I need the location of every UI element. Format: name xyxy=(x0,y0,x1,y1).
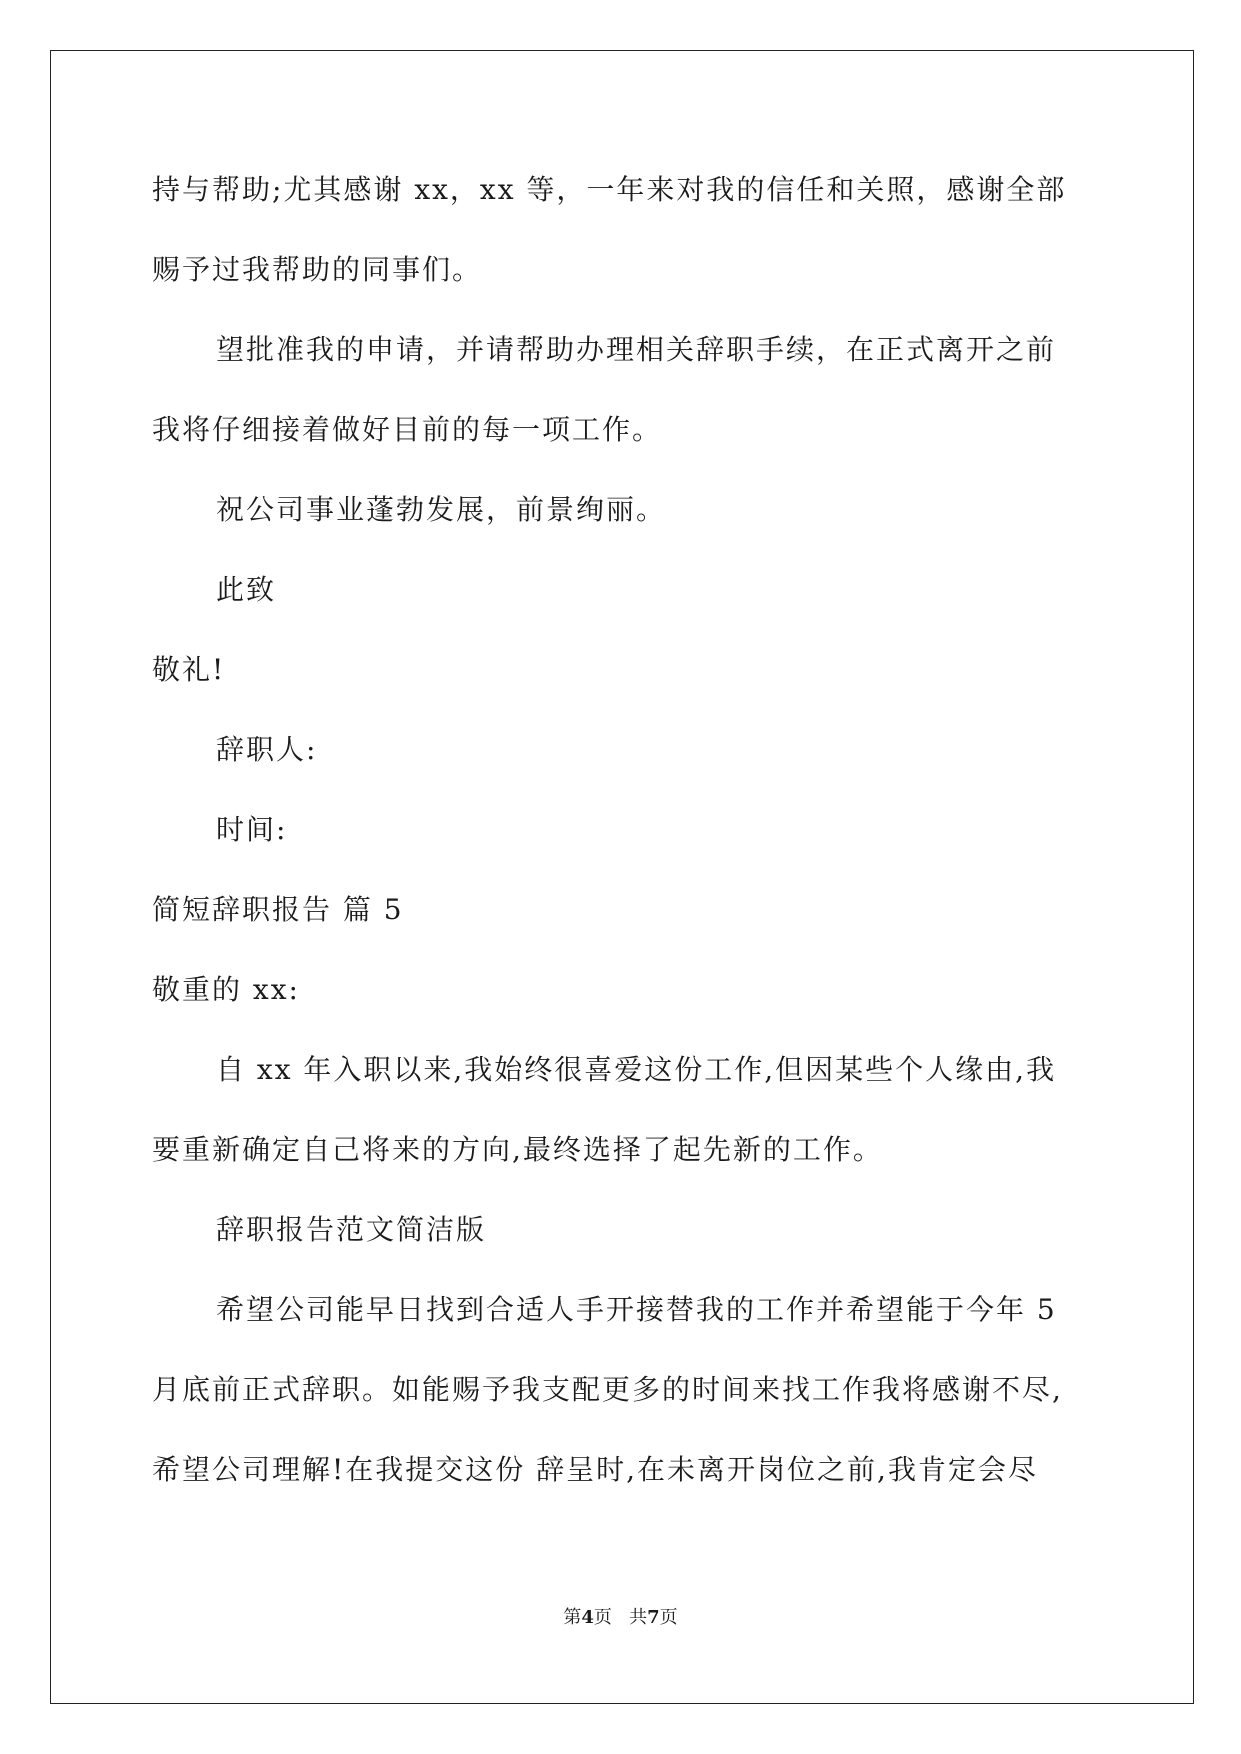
current-page-number: 4 xyxy=(581,1607,594,1628)
salutation-line: 敬礼! xyxy=(152,653,226,686)
closing-line: 此致 xyxy=(216,573,277,606)
text-line: 祝公司事业蓬勃发展，前景绚丽。 xyxy=(216,493,667,526)
date-label: 时间: xyxy=(216,813,288,846)
section-heading: 简短辞职报告 篇 5 xyxy=(152,893,404,926)
footer-total-prefix: 共 xyxy=(629,1607,648,1628)
text-line: 希望公司能早日找到合适人手开接替我的工作并希望能于今年 5 xyxy=(216,1293,1057,1326)
greeting-line: 敬重的 xx: xyxy=(152,973,300,1006)
text-line: 我将仔细接着做好目前的每一项工作。 xyxy=(152,413,663,446)
text-line: 要重新确定自己将来的方向,最终选择了起先新的工作。 xyxy=(152,1133,883,1166)
footer-prefix: 第 xyxy=(563,1607,582,1628)
footer-total-suffix: 页 xyxy=(659,1607,678,1628)
text-line: 持与帮助;尤其感谢 xx，xx 等，一年来对我的信任和关照，感谢全部 xyxy=(152,173,1067,206)
text-line: 望批准我的申请，并请帮助办理相关辞职手续，在正式离开之前 xyxy=(216,333,1057,366)
subheading-line: 辞职报告范文简洁版 xyxy=(216,1213,487,1246)
signature-label: 辞职人: xyxy=(216,733,318,766)
text-line: 希望公司理解!在我提交这份 辞呈时,在未离开岗位之前,我肯定会尽 xyxy=(152,1453,1038,1486)
page-footer xyxy=(0,1606,1241,1630)
text-line: 赐予过我帮助的同事们。 xyxy=(152,253,483,286)
footer-page-word: 页 xyxy=(593,1607,612,1628)
text-line: 月底前正式辞职。如能赐予我支配更多的时间来找工作我将感谢不尽, xyxy=(152,1373,1063,1406)
text-line: 自 xx 年入职以来,我始终很喜爱这份工作,但因某些个人缘由,我 xyxy=(216,1053,1057,1086)
total-pages-number: 7 xyxy=(647,1607,660,1628)
